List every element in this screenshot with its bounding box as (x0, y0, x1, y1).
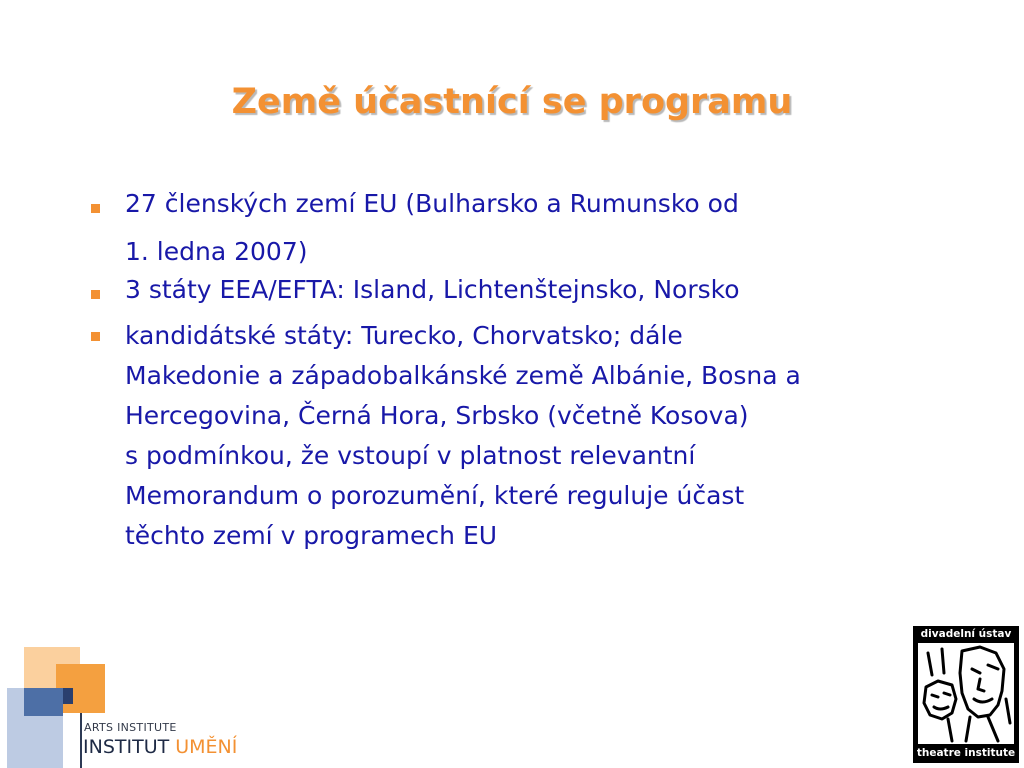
slide-title: Země účastnící se programu (231, 82, 793, 122)
logo-square-dark (63, 688, 73, 704)
arts-institute-logo (7, 647, 297, 768)
bullet-item (88, 274, 988, 306)
bullet-line: Memorandum o porozumění, které reguluje účast (125, 481, 745, 510)
bullet-list (88, 188, 988, 556)
theatre-institute-logo (913, 626, 1019, 763)
bullet-line: Makedonie a západobalkánské země Albánie, Bosna a (125, 361, 801, 390)
logo-name-part1: INSTITUT (83, 736, 176, 758)
bullet-line: kandidátské státy: Turecko, Chorvatsko; dále (125, 321, 683, 350)
bullet-line: 27 členských zemí EU (Bulharsko a Rumunsko od (125, 189, 739, 218)
bullet-item (88, 316, 988, 556)
theatre-logo-top-text: divadelní ústav (920, 628, 1012, 640)
bullet-line: těchto zemí v programech EU (125, 521, 498, 550)
logo-subtitle: ARTS INSTITUTE (84, 721, 177, 734)
bullet-square-icon (91, 204, 100, 213)
logo-name (83, 736, 237, 758)
bullet-line: s podmínkou, že vstoupí v platnost relevantní (125, 441, 696, 470)
bullet-line: Hercegovina, Černá Hora, Srbsko (včetně Kosova) (125, 401, 749, 430)
bullet-item (88, 188, 988, 268)
theatre-masks-icon (918, 643, 1014, 744)
theatre-logo-bottom-text: theatre institute (916, 747, 1016, 759)
bullet-line: 3 státy EEA/EFTA: Island, Lichtenštejnsko, Norsko (125, 275, 740, 304)
logo-divider (80, 713, 82, 768)
logo-name-part2: UMĚNÍ (175, 736, 238, 758)
bullet-square-icon (91, 290, 100, 299)
logo-square-blue (24, 688, 63, 716)
bullet-line: 1. ledna 2007) (125, 237, 308, 266)
bullet-square-icon (91, 332, 100, 341)
